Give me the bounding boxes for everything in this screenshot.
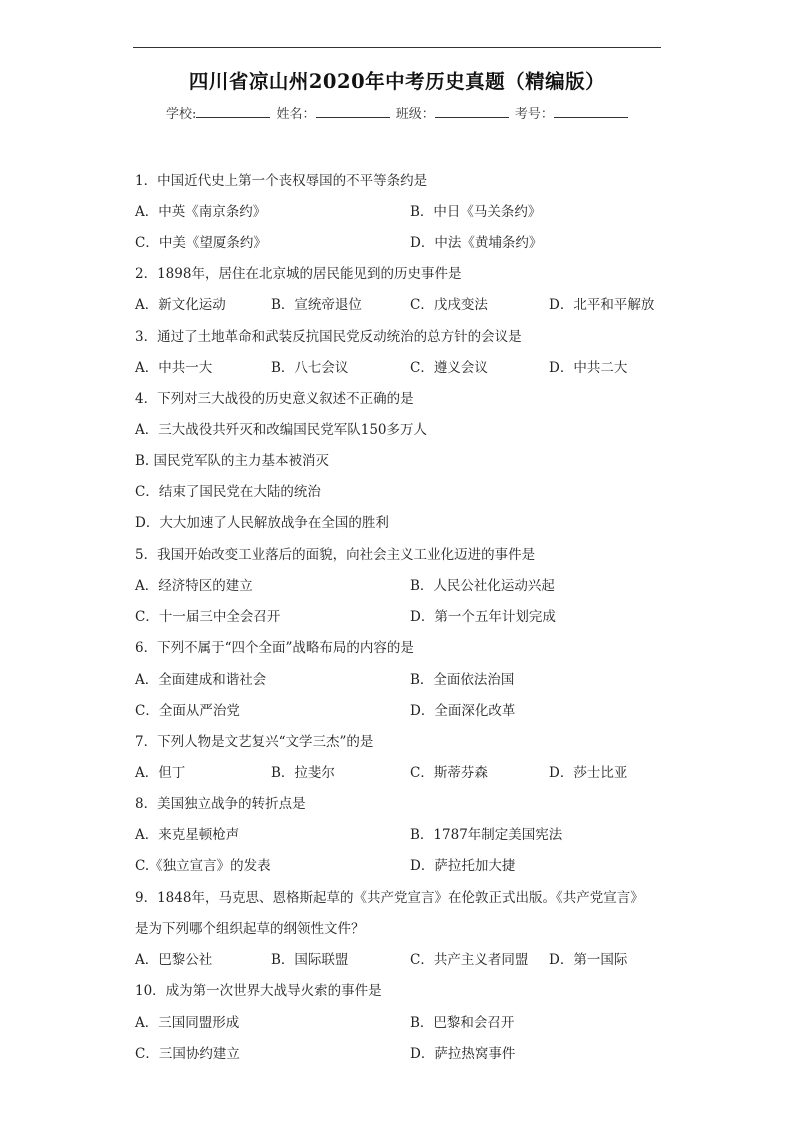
question-1-option-d[interactable]: D．中法《黄埔条约》 bbox=[410, 235, 543, 251]
question-4-option-a[interactable]: A．三大战役共歼灭和改编国民党军队150多万人 bbox=[135, 422, 428, 438]
question-10-option-a[interactable]: A．三国同盟形成 bbox=[135, 1015, 240, 1031]
question-8-options-row-1 bbox=[135, 826, 695, 844]
question-6-option-a[interactable]: A．全面建成和谐社会 bbox=[135, 672, 267, 688]
question-10-option-b[interactable]: B．巴黎和会召开 bbox=[410, 1015, 515, 1031]
question-2-options-row bbox=[135, 296, 695, 314]
question-1-stem: 1．中国近代史上第一个丧权辱国的不平等条约是 bbox=[135, 173, 428, 189]
student-info-line bbox=[166, 103, 630, 122]
question-9-stem: 9．1848年，马克思、恩格斯起草的《共产党宣言》在伦敦正式出版。《共产党宣言》 bbox=[135, 890, 644, 906]
question-8-options-row-2 bbox=[135, 857, 695, 875]
question-3-option-b[interactable]: B．八七会议 bbox=[271, 360, 349, 376]
question-6-option-b[interactable]: B．全面依法治国 bbox=[410, 672, 515, 688]
exam-number-blank[interactable] bbox=[554, 105, 628, 118]
question-5-options-row-2 bbox=[135, 608, 695, 626]
question-6-options-row-1 bbox=[135, 671, 695, 689]
question-6-option-c[interactable]: C．全面从严治党 bbox=[135, 703, 240, 719]
school-blank[interactable] bbox=[196, 105, 270, 118]
question-2-option-c[interactable]: C．戊戌变法 bbox=[410, 297, 488, 313]
question-10-stem: 10．成为第一次世界大战导火索的事件是 bbox=[135, 983, 382, 999]
question-9-option-c[interactable]: C．共产主义者同盟 bbox=[410, 952, 529, 968]
question-10-options-row-2 bbox=[135, 1045, 695, 1063]
school-label: 学校: bbox=[166, 107, 197, 122]
question-5-stem: 5．我国开始改变工业落后的面貌，向社会主义工业化迈进的事件是 bbox=[135, 547, 536, 563]
question-2-option-b[interactable]: B．宣统帝退位 bbox=[271, 297, 362, 313]
question-7-option-b[interactable]: B．拉斐尔 bbox=[271, 765, 335, 781]
question-5-option-c[interactable]: C．十一届三中全会召开 bbox=[135, 609, 281, 625]
question-3-stem: 3．通过了土地革命和武装反抗国民党反动统治的总方针的会议是 bbox=[135, 329, 522, 345]
question-8-option-a[interactable]: A．来克星顿枪声 bbox=[135, 827, 240, 843]
question-2-option-a[interactable]: A．新文化运动 bbox=[135, 297, 226, 313]
question-3-options-row bbox=[135, 359, 695, 377]
name-blank[interactable] bbox=[316, 105, 390, 118]
question-4-stem: 4．下列对三大战役的历史意义叙述不正确的是 bbox=[135, 391, 414, 407]
question-7-option-c[interactable]: C．斯蒂芬森 bbox=[410, 765, 488, 781]
question-10-option-c[interactable]: C．三国协约建立 bbox=[135, 1046, 240, 1062]
question-8-option-b[interactable]: B．1787年制定美国宪法 bbox=[410, 827, 563, 843]
question-4-option-c[interactable]: C．结束了国民党在大陆的统治 bbox=[135, 484, 321, 500]
question-4-option-d[interactable]: D．大大加速了人民解放战争在全国的胜利 bbox=[135, 515, 389, 531]
question-5-options-row-1 bbox=[135, 577, 695, 595]
question-8-stem: 8．美国独立战争的转折点是 bbox=[135, 796, 306, 812]
question-3-option-d[interactable]: D．中共二大 bbox=[549, 360, 628, 376]
header-rule bbox=[133, 47, 661, 48]
name-label: 姓名： bbox=[276, 107, 316, 122]
question-9-option-d[interactable]: D．第一国际 bbox=[549, 952, 628, 968]
question-5-option-d[interactable]: D．第一个五年计划完成 bbox=[410, 609, 556, 625]
question-7-option-d[interactable]: D．莎士比亚 bbox=[549, 765, 628, 781]
question-9-option-a[interactable]: A．巴黎公社 bbox=[135, 952, 213, 968]
question-6-option-d[interactable]: D．全面深化改革 bbox=[410, 703, 516, 719]
page-title: 四川省凉山州2020年中考历史真题（精编版） bbox=[188, 70, 606, 93]
question-3-option-a[interactable]: A．中共一大 bbox=[135, 360, 213, 376]
question-7-stem: 7．下列人物是文艺复兴“文学三杰”的是 bbox=[135, 734, 374, 750]
question-3-option-c[interactable]: C．遵义会议 bbox=[410, 360, 488, 376]
question-7-option-a[interactable]: A．但丁 bbox=[135, 765, 186, 781]
question-7-options-row bbox=[135, 764, 695, 782]
question-8-option-c[interactable]: C.《独立宣言》的发表 bbox=[135, 858, 271, 874]
class-label: 班级： bbox=[395, 107, 435, 122]
question-5-option-a[interactable]: A．经济特区的建立 bbox=[135, 578, 253, 594]
class-blank[interactable] bbox=[435, 105, 509, 118]
question-10-options-row-1 bbox=[135, 1014, 695, 1032]
question-10-option-d[interactable]: D．萨拉热窝事件 bbox=[410, 1046, 516, 1062]
question-8-option-d[interactable]: D．萨拉托加大捷 bbox=[410, 858, 516, 874]
question-5-option-b[interactable]: B．人民公社化运动兴起 bbox=[410, 578, 555, 594]
exam-number-label: 考号： bbox=[514, 107, 554, 122]
question-9-stem-continued: 是为下列哪个组织起草的纲领性文件？ bbox=[135, 921, 365, 937]
question-2-stem: 2．1898年，居住在北京城的居民能见到的历史事件是 bbox=[135, 266, 462, 282]
question-1-option-a[interactable]: A．中英《南京条约》 bbox=[135, 204, 267, 220]
question-1-options-row-2 bbox=[135, 234, 695, 252]
question-1-option-b[interactable]: B．中日《马关条约》 bbox=[410, 204, 542, 220]
question-6-stem: 6．下列不属于“四个全面”战略布局的内容的是 bbox=[135, 640, 414, 656]
question-1-option-c[interactable]: C．中美《望厦条约》 bbox=[135, 235, 267, 251]
question-9-option-b[interactable]: B．国际联盟 bbox=[271, 952, 349, 968]
question-2-option-d[interactable]: D．北平和平解放 bbox=[549, 297, 655, 313]
question-6-options-row-2 bbox=[135, 702, 695, 720]
question-1-options-row-1 bbox=[135, 203, 695, 221]
question-9-options-row bbox=[135, 951, 695, 969]
question-4-option-b[interactable]: B. 国民党军队的主力基本被消灭 bbox=[135, 453, 330, 469]
